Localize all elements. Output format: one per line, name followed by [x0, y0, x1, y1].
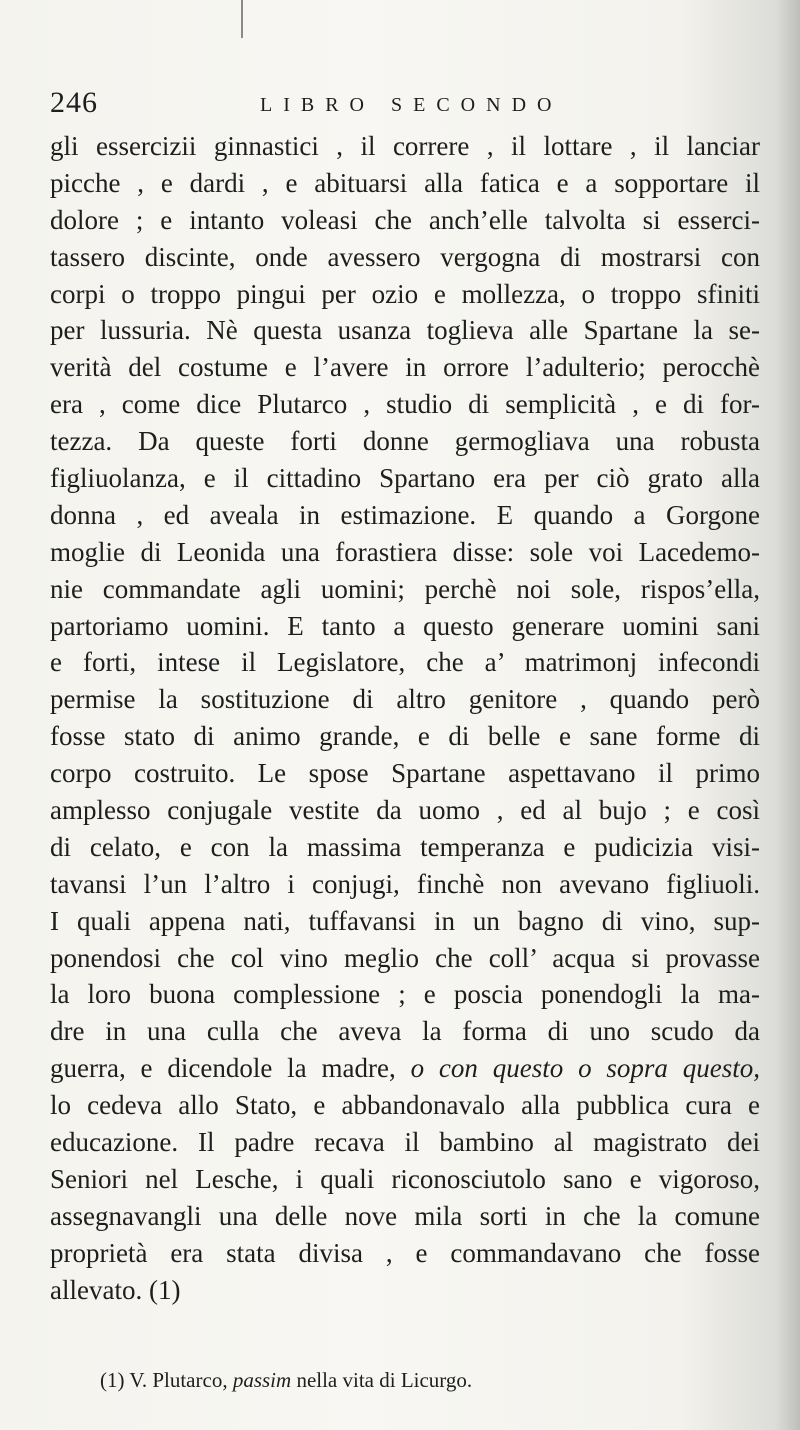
text-line: per lussuria. Nè questa usanza toglieva alle Spartane la se- — [50, 315, 760, 346]
text-line: tassero discinte, onde avessero vergogna di mostrarsi con — [50, 241, 760, 272]
text-segment: guerra, e dicendole la madre, — [50, 1053, 396, 1084]
text-line: tavansi l’un l’altro i conjugi, finchè non avevano figliuoli. — [50, 868, 760, 899]
text-line: la loro buona complessione ; e poscia ponendogli la ma- — [50, 979, 760, 1010]
text-line: fosse stato di animo grande, e di belle e sane forme di — [50, 721, 760, 752]
footnote-text-end: nella vita di Licurgo. — [296, 1368, 473, 1392]
text-line: moglie di Leonida una forastiera disse: sole voi Lacedemo- — [50, 536, 760, 567]
text-line: corpo costruito. Le spose Spartane aspettavano il primo — [50, 758, 760, 789]
footnote-text: V. Plutarco, — [129, 1368, 228, 1392]
text-line: dre in una culla che aveva la forma di uno scudo da — [50, 1016, 760, 1047]
page-number: 246 — [50, 86, 98, 119]
text-line: ponendosi che col vino meglio che coll’ acqua si provasse — [50, 942, 760, 973]
footnote — [100, 1368, 472, 1393]
text-line: donna , ed aveala in estimazione. E quando a Gorgone — [50, 499, 760, 530]
italic-quote: o con questo o sopra questo, — [410, 1053, 761, 1084]
text-line: I quali appena nati, tuffavansi in un bagno di vino, sup- — [50, 905, 760, 936]
text-line: gli essercizii ginnastici , il correre , il lottare , il lanciar — [50, 131, 760, 161]
footnote-italic: passim — [232, 1368, 292, 1392]
text-line: nie commandate agli uomini; perchè noi sole, rispos’ella, — [50, 573, 760, 604]
text-line: Seniori nel Lesche, i quali riconosciutolo sano e vigoroso, — [50, 1163, 760, 1194]
text-line: verità del costume e l’avere in orrore l’adulterio; perocchè — [50, 352, 760, 383]
text-line: amplesso conjugale vestite da uomo , ed al bujo ; e così — [50, 795, 760, 826]
text-line: lo cedeva allo Stato, e abbandonavalo alla pubblica cura e — [50, 1090, 760, 1121]
text-line-with-italic — [50, 1050, 760, 1087]
text-line: di celato, e con la massima temperanza e pudicizia visi- — [50, 831, 760, 862]
footnote-marker: (1) — [100, 1368, 125, 1392]
text-line: partoriamo uomini. E tanto a questo generare uomini sani — [50, 610, 760, 641]
text-line: educazione. Il padre recava il bambino al magistrato dei — [50, 1127, 760, 1158]
text-line: e forti, intese il Legislatore, che a’ matrimonj infecondi — [50, 647, 760, 678]
text-line: permise la sostituzione di altro genitore , quando però — [50, 684, 760, 715]
running-head: LIBRO SECONDO — [260, 94, 563, 116]
text-line: figliuolanza, e il cittadino Spartano era per ciò grato alla — [50, 463, 760, 494]
text-line-last: allevato. (1) — [50, 1274, 181, 1305]
text-line: assegnavangli una delle nove mila sorti in che la comune — [50, 1200, 760, 1231]
body-text — [50, 128, 760, 1309]
text-line: era , come dice Plutarco , studio di semplicità , e di for- — [50, 389, 760, 420]
page-header — [50, 86, 770, 126]
text-line: tezza. Da queste forti donne germogliava una robusta — [50, 426, 760, 457]
text-line: corpi o troppo pingui per ozio e mollezza, o troppo sfiniti — [50, 278, 760, 309]
text-line: picche , e dardi , e abituarsi alla fatica e a sopportare il — [50, 167, 760, 198]
text-line: dolore ; e intanto voleasi che anch’elle talvolta si esserci- — [50, 204, 760, 235]
text-line: proprietà era stata divisa , e commandavano che fosse — [50, 1237, 760, 1268]
page-fold-mark — [241, 0, 243, 38]
